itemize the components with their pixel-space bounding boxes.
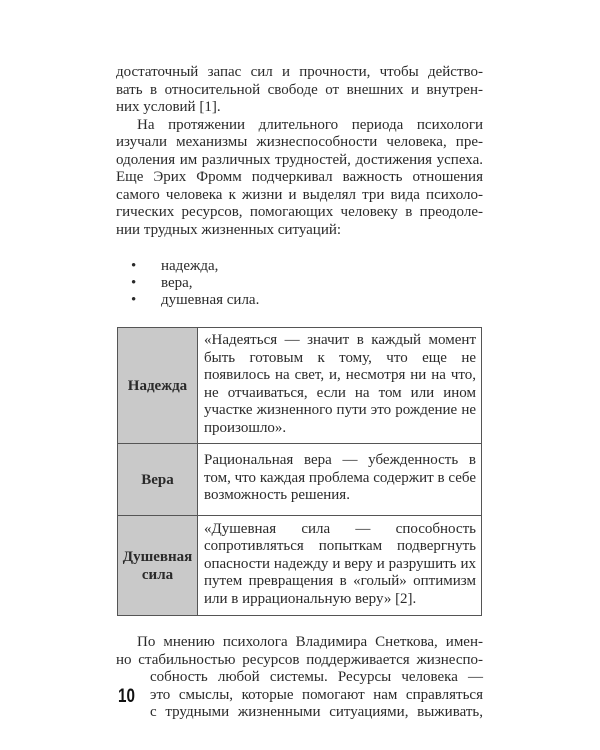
text-line: это смыслы, которые помогают нам справляться xyxy=(150,686,483,703)
list-item-text: вера, xyxy=(161,275,193,291)
list-item xyxy=(131,258,218,275)
bullet-icon: • xyxy=(131,258,137,274)
text-line: достаточный запас сил и прочности, чтобы действо- xyxy=(116,64,483,80)
list-item xyxy=(131,292,259,309)
table-row xyxy=(118,444,482,516)
table-row xyxy=(118,328,482,444)
text-line: нии трудных жизненных ситуаций: xyxy=(116,221,342,238)
table-definition: «Душевная сила — способность сопротивляться попыткам подвергнуть опасности надежду и веру и разрушить их путем превращения в «голый» оптимизм или в иррациональную веру» [2]. xyxy=(198,516,482,616)
table-term: Душевная сила xyxy=(118,516,198,616)
resources-table xyxy=(117,327,482,616)
text-line: На протяжении длительного периода психологи xyxy=(137,116,483,133)
text-line: Еще Эрих Фромм подчеркивал важность отношения xyxy=(116,169,483,185)
bullet-icon: • xyxy=(131,292,137,308)
text-line: гических ресурсов, помогающих человеку в преодоле- xyxy=(116,204,483,220)
list-item-text: надежда, xyxy=(161,258,219,274)
table-term: Вера xyxy=(118,444,198,516)
list-item-text: душевная сила. xyxy=(161,292,260,308)
bullet-icon: • xyxy=(131,275,137,291)
text-line: самого человека к жизни и выделял три вида психоло- xyxy=(116,186,483,203)
table-and-paragraph-3 xyxy=(116,327,483,722)
text-line: одоления им различных трудностей, достижения успеха. xyxy=(116,151,483,168)
text-line: но стабильностью ресурсов поддерживается жизнеспо- xyxy=(116,651,483,668)
page-number: 10 xyxy=(118,686,135,707)
table-definition: «Надеяться — значит в каждый момент быть готовым к тому, что еще не появилось на свет, и, несмотря ни на что, не отчаиваться, если на том или ином участке жизненного пути это рождение не произошло». xyxy=(198,328,482,444)
paragraph-3 xyxy=(116,634,483,722)
text-line: с трудными жизненными ситуациями, выживать, xyxy=(150,704,483,720)
text-line: По мнению психолога Владимира Снеткова, имен- xyxy=(137,634,483,650)
text-line: вать в относительной свободе от внешних и внутрен- xyxy=(116,81,483,98)
text-line: них условий [1]. xyxy=(116,99,221,115)
text-line: изучали механизмы жизнеспособности человека, пре- xyxy=(116,134,483,150)
table-definition: Рациональная вера — убежденность в том, что каждая проблема содержит в себе возможность решения. xyxy=(198,444,482,516)
list-item xyxy=(131,275,193,292)
table-term: Надежда xyxy=(118,328,198,444)
table-row xyxy=(118,516,482,616)
text-line: собность любой системы. Ресурсы человека — xyxy=(150,669,483,685)
